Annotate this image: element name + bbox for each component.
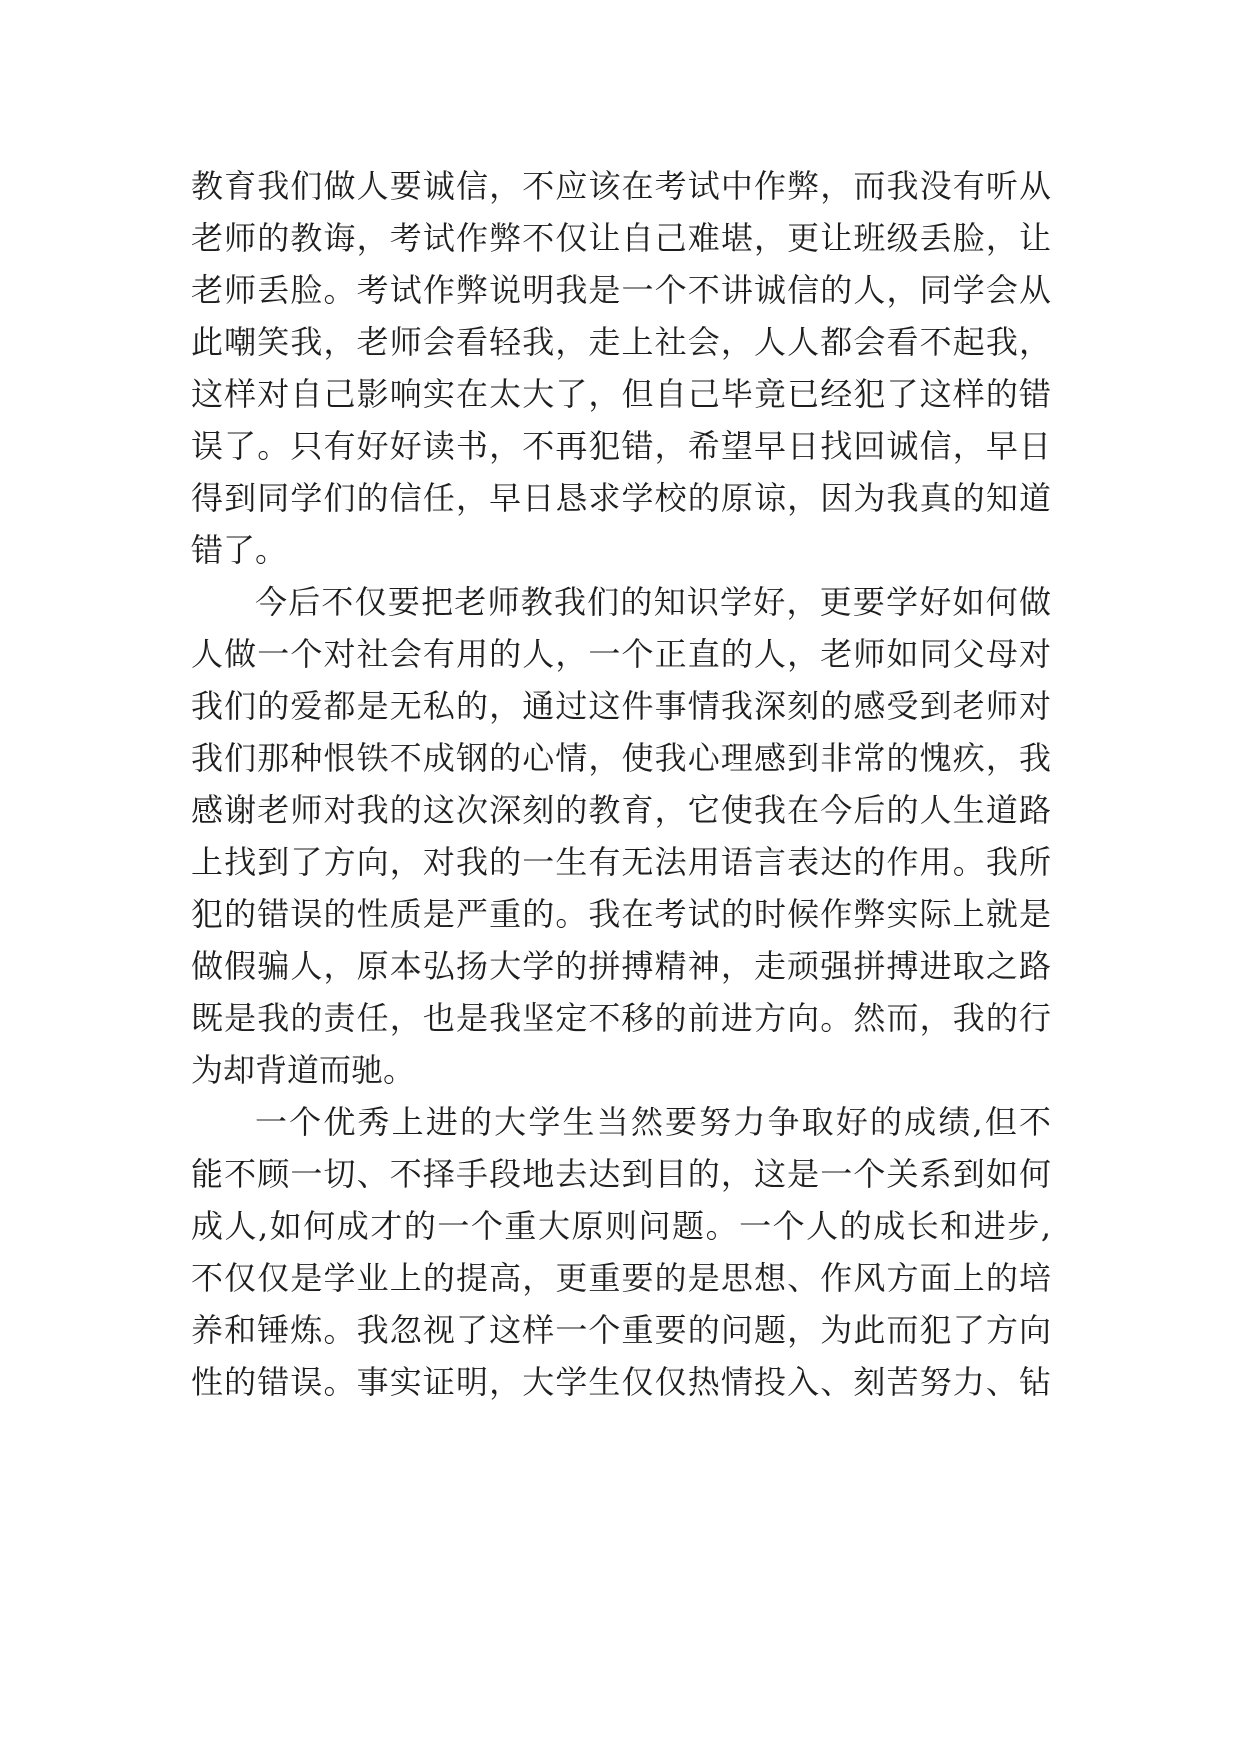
text-line: 误了。只有好好读书，不再犯错，希望早日找回诚信，早日 bbox=[191, 427, 1051, 465]
paragraph-1 bbox=[191, 160, 1051, 576]
text-line: 性的错误。事实证明，大学生仅仅热情投入、刻苦努力、钻 bbox=[191, 1363, 1051, 1401]
text-line: 人做一个对社会有用的人，一个正直的人，老师如同父母对 bbox=[191, 635, 1051, 673]
text-line: 我们那种恨铁不成钢的心情，使我心理感到非常的愧疚，我 bbox=[191, 739, 1051, 777]
text-line: 成人,如何成才的一个重大原则问题。一个人的成长和进步, bbox=[191, 1207, 1051, 1245]
text-line: 养和锤炼。我忽视了这样一个重要的问题，为此而犯了方向 bbox=[191, 1311, 1051, 1349]
text-line: 为却背道而驰。 bbox=[191, 1051, 416, 1089]
body-text bbox=[191, 160, 1051, 1408]
text-line: 不仅仅是学业上的提高，更重要的是思想、作风方面上的培 bbox=[191, 1259, 1051, 1297]
text-line: 今后不仅要把老师教我们的知识学好，更要学好如何做 bbox=[255, 583, 1051, 621]
text-line: 既是我的责任，也是我坚定不移的前进方向。然而，我的行 bbox=[191, 999, 1051, 1037]
text-line: 感谢老师对我的这次深刻的教育，它使我在今后的人生道路 bbox=[191, 791, 1051, 829]
text-line: 错了。 bbox=[191, 531, 288, 569]
text-line: 这样对自己影响实在太大了，但自己毕竟已经犯了这样的错 bbox=[191, 375, 1051, 413]
text-line: 老师丢脸。考试作弊说明我是一个不讲诚信的人，同学会从 bbox=[191, 271, 1051, 309]
paragraph-2 bbox=[191, 576, 1051, 1096]
text-line: 我们的爱都是无私的，通过这件事情我深刻的感受到老师对 bbox=[191, 687, 1051, 725]
text-line: 犯的错误的性质是严重的。我在考试的时候作弊实际上就是 bbox=[191, 895, 1051, 933]
paragraph-3 bbox=[191, 1096, 1051, 1408]
text-line: 老师的教诲，考试作弊不仅让自己难堪，更让班级丢脸，让 bbox=[191, 219, 1051, 257]
text-line: 此嘲笑我，老师会看轻我，走上社会，人人都会看不起我， bbox=[191, 323, 1051, 361]
text-line: 一个优秀上进的大学生当然要努力争取好的成绩,但不 bbox=[255, 1103, 1051, 1141]
text-line: 教育我们做人要诚信，不应该在考试中作弊，而我没有听从 bbox=[191, 167, 1051, 205]
text-line: 做假骗人，原本弘扬大学的拼搏精神，走顽强拼搏进取之路 bbox=[191, 947, 1051, 985]
text-line: 得到同学们的信任，早日恳求学校的原谅，因为我真的知道 bbox=[191, 479, 1051, 517]
text-line: 能不顾一切、不择手段地去达到目的，这是一个关系到如何 bbox=[191, 1155, 1051, 1193]
text-line: 上找到了方向，对我的一生有无法用语言表达的作用。我所 bbox=[191, 843, 1051, 881]
